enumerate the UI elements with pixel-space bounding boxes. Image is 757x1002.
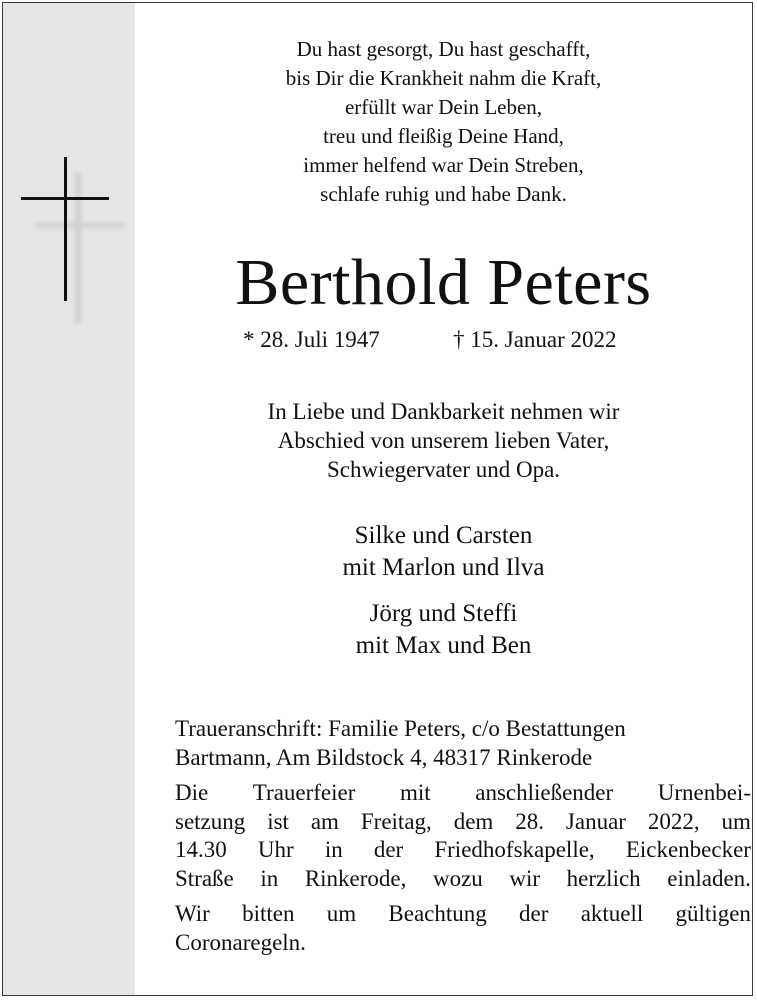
family-line: Jörg und Steffi: [369, 600, 518, 627]
death-date: † 15. Januar 2022: [453, 327, 617, 352]
poem: [135, 35, 752, 209]
cross-shadow-horizontal: [35, 223, 125, 228]
family-line: Silke und Carsten: [354, 522, 533, 549]
word: Januar: [565, 808, 626, 834]
poem-line: bis Dir die Krankheit nahm die Kraft,: [285, 66, 602, 90]
poem-line: treu und fleißig Deine Hand,: [323, 124, 564, 148]
family-line: mit Max und Ben: [355, 632, 532, 659]
info-block: [175, 715, 751, 957]
covid-line: [175, 929, 751, 958]
farewell-line: Abschied von unserem lieben Vater,: [277, 428, 610, 453]
obituary-notice: [2, 2, 753, 996]
address-line: Traueranschrift: Familie Peters, c/o Bestattungen: [175, 716, 626, 741]
farewell-line: Schwiegervater und Opa.: [326, 457, 561, 482]
side-band: [3, 3, 135, 995]
word: in: [260, 865, 279, 891]
covid-notice: [175, 900, 751, 957]
word: in: [324, 837, 343, 862]
family-group: [135, 598, 752, 662]
notice-content: [135, 3, 752, 995]
word: Wir: [175, 901, 210, 926]
word: der: [373, 837, 404, 862]
word: setzung: [175, 808, 246, 834]
word: 28.: [515, 808, 544, 834]
covid-line: [175, 900, 751, 929]
word: um: [326, 901, 357, 926]
birth-date: * 28. Juli 1947: [243, 327, 380, 352]
poem-line: schlafe ruhig und habe Dank.: [320, 182, 567, 206]
ceremony-line: [175, 865, 751, 894]
deceased-name: Berthold Peters: [235, 246, 652, 319]
word: ist: [267, 808, 289, 834]
word: anschließender: [475, 780, 614, 805]
word: herzlich: [566, 865, 641, 891]
address-line: Bartmann, Am Bildstock 4, 48317 Rinkerode: [175, 744, 593, 770]
word: am: [310, 808, 339, 834]
word: wir: [509, 865, 541, 891]
poem-line: immer helfend war Dein Streben,: [303, 153, 584, 177]
word: Urnenbei-: [657, 780, 751, 805]
farewell-line: In Liebe und Dankbarkeit nehmen wir: [267, 399, 620, 424]
word: Beachtung: [388, 901, 487, 926]
word: mit: [399, 780, 431, 805]
cross-shadow-vertical: [75, 173, 81, 323]
word: dem: [453, 808, 494, 834]
word: Uhr: [257, 837, 294, 862]
ceremony-line: [175, 836, 751, 865]
ceremony-line: [175, 808, 751, 837]
word: wozu: [432, 865, 483, 891]
word: gültigen: [675, 901, 751, 926]
word: einladen.: [667, 865, 751, 891]
cross-vertical-bar: [64, 157, 67, 301]
word: der: [519, 901, 549, 926]
cross-icon: [17, 153, 117, 333]
word: Trauerfeier: [252, 780, 356, 805]
word: bitten: [242, 901, 295, 926]
word: Straße: [175, 865, 234, 891]
poem-line: Du hast gesorgt, Du hast geschafft,: [296, 37, 591, 61]
word: aktuell: [580, 901, 644, 926]
word: Die: [175, 780, 209, 805]
mourning-address: [175, 715, 751, 772]
family-group: [135, 520, 752, 584]
word: 2022,: [647, 808, 700, 834]
family-line: mit Marlon und Ilva: [342, 554, 545, 581]
word: 14.30: [175, 837, 227, 862]
word: Coronaregeln.: [175, 929, 306, 955]
word: Freitag,: [360, 808, 432, 834]
farewell-text: [135, 397, 752, 484]
ceremony-text: [175, 779, 751, 893]
word: um: [721, 808, 751, 834]
word: Eickenbecker: [625, 837, 751, 862]
word: Friedhofskapelle,: [434, 837, 595, 862]
poem-line: erfüllt war Dein Leben,: [344, 95, 543, 119]
word: Rinkerode,: [304, 865, 407, 891]
cross-horizontal-bar: [21, 197, 109, 200]
ceremony-line: [175, 779, 751, 808]
